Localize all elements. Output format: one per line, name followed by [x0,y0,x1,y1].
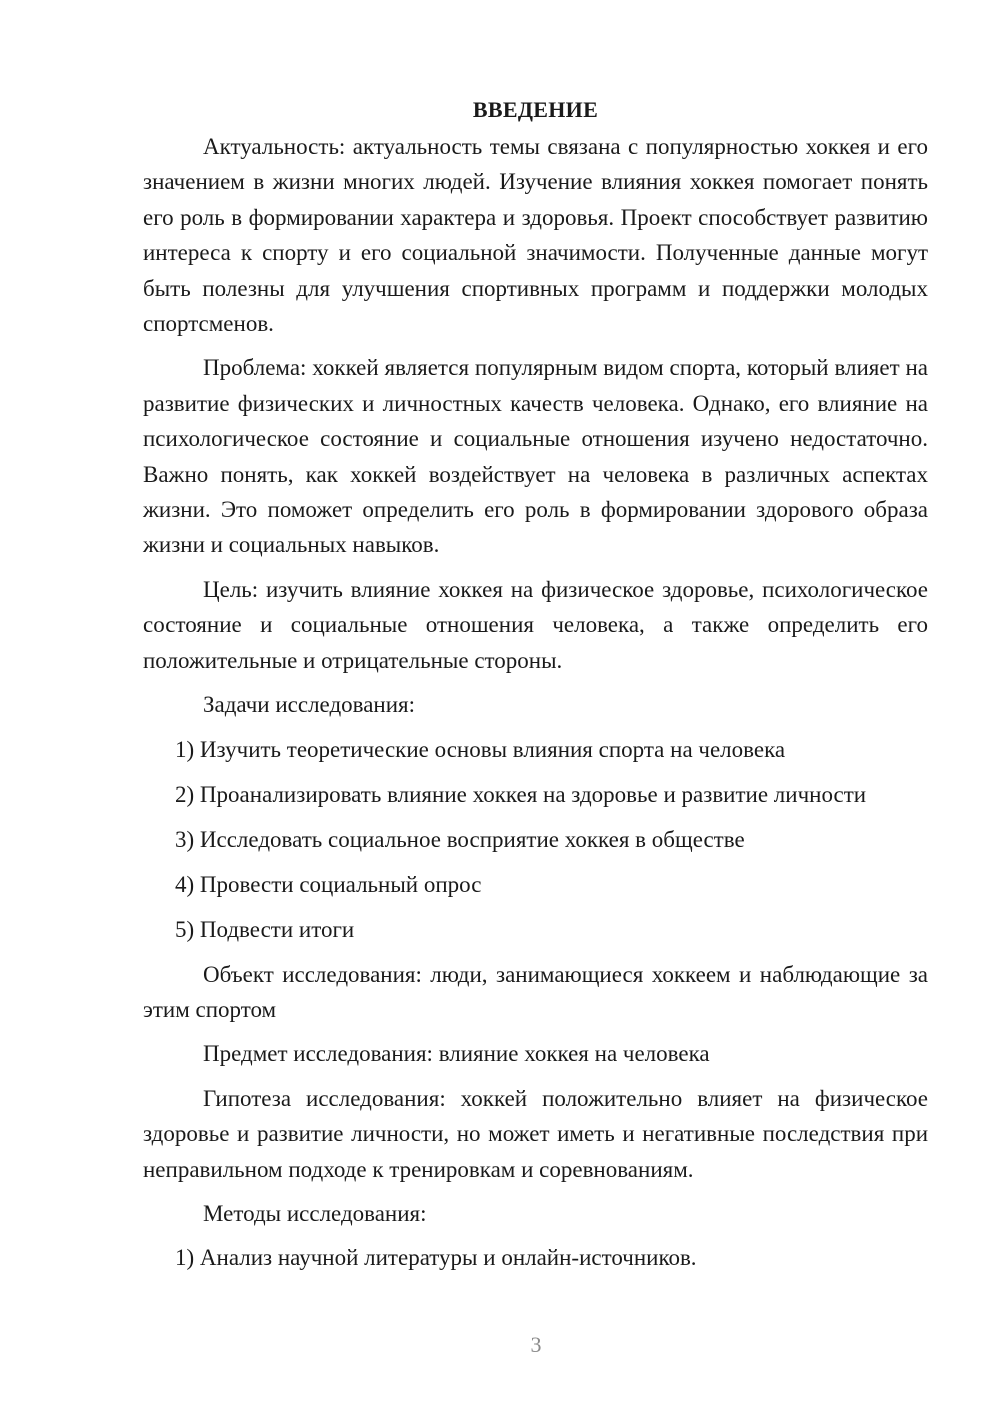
task-item: 5) Подвести итоги [175,916,355,942]
method-item: 1) Анализ научной литературы и онлайн-источников. [175,1245,697,1271]
page-content [143,92,928,1285]
problem-paragraph: Проблема: хоккей является популярным видом спорта, который влияет на развитие физических и личностных качеств человека. Однако, его влияние на психологическое состояние и социальные отношения изучено недостаточно. Важно понять, как хоккей воздействует на человека в различных аспектах жизни. Это поможет определить его роль в формировании здорового образа жизни и социальных навыков. [143,355,928,558]
tasks-title: Задачи исследования: [203,692,416,718]
object-paragraph: Объект исследования: люди, занимающиеся хоккеем и наблюдающие за этим спортом [143,961,928,1022]
methods-title: Методы исследования: [203,1200,427,1226]
relevance-paragraph: Актуальность: актуальность темы связана с популярностью хоккея и его значением в жизни многих людей. Изучение влияния хоккея помогает понять его роль в формировании характера и здоровья. Проект способствует развитию интереса к спорту и его социальной значимости. Полученные данные могут быть полезны для улучшения спортивных программ и поддержки молодых спортсменов. [143,134,928,337]
task-item: 4) Провести социальный опрос [175,871,482,897]
task-item: 1) Изучить теоретические основы влияния спорта на человека [175,736,786,762]
task-item: 3) Исследовать социальное восприятие хоккея в обществе [175,826,745,852]
hypothesis-paragraph: Гипотеза исследования: хоккей положительно влияет на физическое здоровье и развитие личности, но может иметь и негативные последствия при неправильном подходе к тренировкам и соревнованиям. [143,1085,928,1182]
subject-paragraph: Предмет исследования: влияние хоккея на человека [203,1041,710,1067]
goal-paragraph: Цель: изучить влияние хоккея на физическое здоровье, психологическое состояние и социальные отношения человека, а также определить его положительные и отрицательные стороны. [143,576,928,673]
page-number: 3 [530,1332,542,1357]
section-heading: ВВЕДЕНИЕ [472,97,599,122]
task-item: 2) Проанализировать влияние хоккея на здоровье и развитие личности [175,781,867,807]
